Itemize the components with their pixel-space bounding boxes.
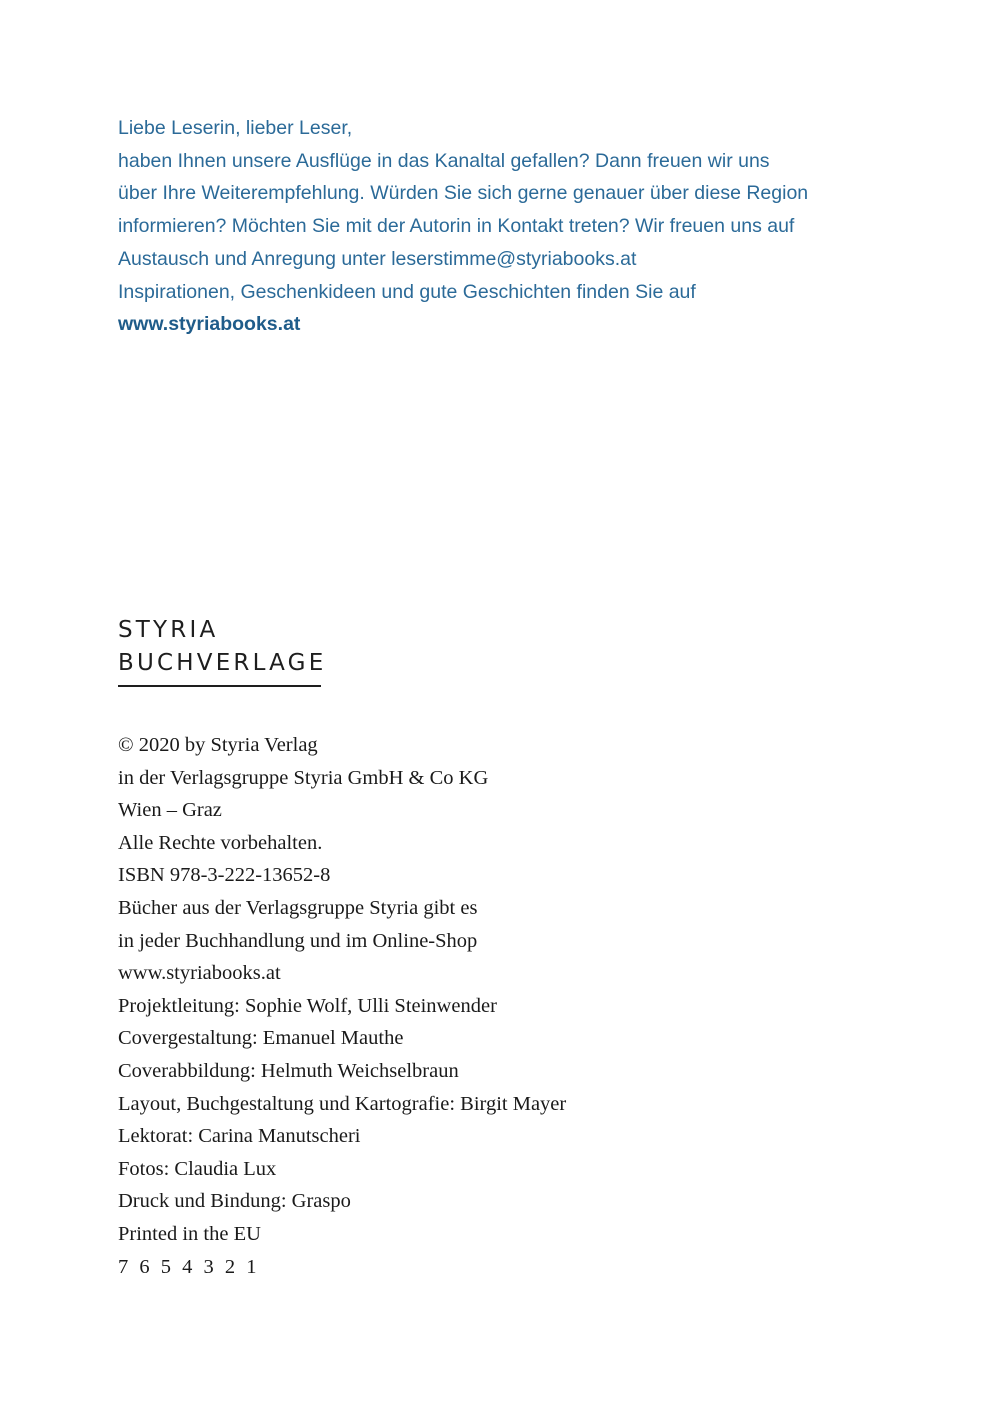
imprint-line: in der Verlagsgruppe Styria GmbH & Co KG <box>118 766 489 789</box>
copyright-line: © 2020 by Styria Verlag <box>118 734 318 756</box>
imprint-line: Covergestaltung: Emanuel Mauthe <box>118 1027 404 1050</box>
imprint-line: Layout, Buchgestaltung und Kartografie: Birgit Mayer <box>118 1092 567 1115</box>
imprint-line: Lektorat: Carina Manutscheri <box>118 1125 361 1148</box>
imprint-line: in jeder Buchhandlung und im Online-Shop <box>118 929 478 952</box>
imprint-website: www.styriabooks.at <box>118 962 281 985</box>
logo-line-styria: STYRIA <box>118 617 219 643</box>
letter-line: haben Ihnen unsere Ausflüge in das Kanaltal gefallen? Dann freuen wir uns <box>118 149 770 172</box>
letter-line: informieren? Möchten Sie mit der Autorin in Kontakt treten? Wir freuen uns auf <box>118 215 795 238</box>
letter-greeting: Liebe Leserin, lieber Leser, <box>118 117 353 139</box>
letter-line: Inspirationen, Geschenkideen und gute Geschichten finden Sie auf <box>118 280 696 303</box>
isbn-line: ISBN 978-3-222-13652-8 <box>118 864 331 887</box>
letter-line: über Ihre Weiterempfehlung. Würden Sie sich gerne genauer über diese Region <box>118 182 809 205</box>
imprint-line: Fotos: Claudia Lux <box>118 1157 277 1180</box>
imprint-line: Coverabbildung: Helmuth Weichselbraun <box>118 1059 459 1082</box>
reader-letter <box>118 112 898 341</box>
imprint-line: Bücher aus der Verlagsgruppe Styria gibt es <box>118 896 478 919</box>
imprint-line: Printed in the EU <box>118 1222 261 1245</box>
imprint-block <box>118 729 818 1283</box>
imprint-line: Druck und Bindung: Graspo <box>118 1190 351 1213</box>
imprint-line: Wien – Graz <box>118 799 222 822</box>
letter-contact-line: Austausch und Anregung unter leserstimme@styriabooks.at <box>118 247 637 270</box>
imprint-line: Alle Rechte vorbehalten. <box>118 831 323 854</box>
print-run-numbers: 7 6 5 4 3 2 1 <box>118 1255 260 1278</box>
website-link[interactable]: www.styriabooks.at <box>118 313 301 336</box>
logo-line-buchverlage: BUCHVERLAGE <box>118 650 327 676</box>
imprint-line: Projektleitung: Sophie Wolf, Ulli Steinwender <box>118 994 497 1017</box>
publisher-logo <box>118 614 327 680</box>
logo-underline <box>118 685 321 687</box>
